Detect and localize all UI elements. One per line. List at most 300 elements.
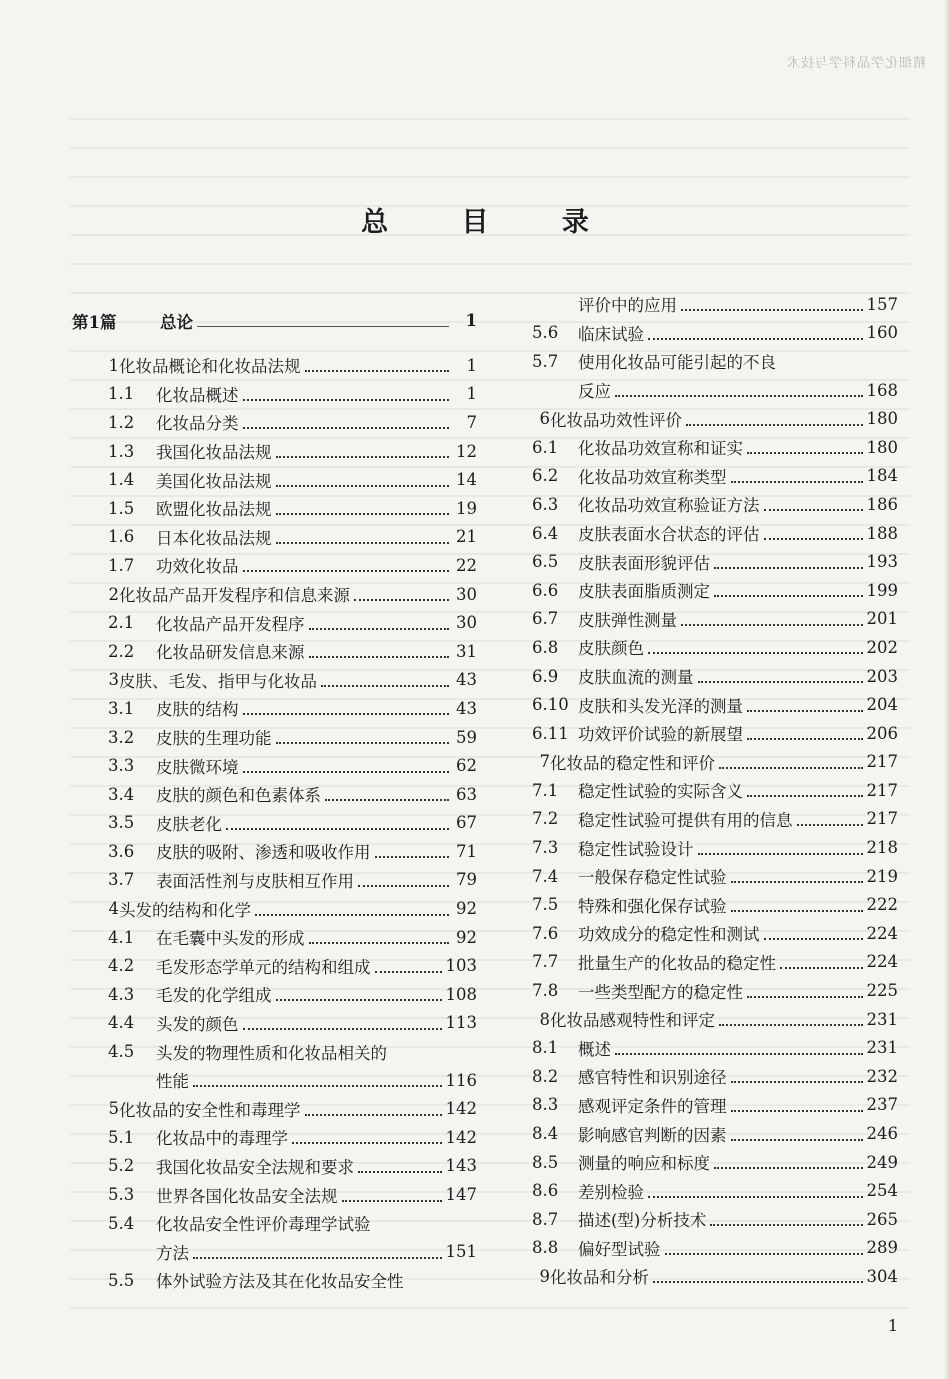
toc-entry-title: 表面活性剂与皮肤相互作用	[156, 871, 354, 891]
toc-entry-title: 化妆品和分析	[550, 1268, 649, 1288]
toc-entry-number: 3.3	[108, 756, 135, 776]
dot-leader	[354, 591, 449, 601]
toc-entry-section[interactable]	[72, 380, 477, 409]
toc-entry-page: 71	[456, 841, 477, 861]
toc-entry-chapter[interactable]	[72, 580, 477, 609]
toc-entry-page: 59	[456, 727, 477, 747]
toc-entry-title: 体外试验方法及其在化妆品安全性	[156, 1272, 404, 1292]
toc-entry-title: 化妆品产品开发程序	[156, 614, 305, 634]
toc-entry-title: 化妆品研发信息来源	[156, 643, 305, 663]
toc-entry-section[interactable]	[72, 465, 477, 494]
toc-entry-page: 184	[866, 466, 898, 486]
toc-entry-title: 皮肤微环境	[156, 757, 239, 777]
toc-entry-number: 7.1	[532, 780, 559, 800]
toc-entry-title: 化妆品的稳定性和评价	[550, 753, 715, 773]
toc-entry-number: 1.4	[108, 470, 135, 490]
dot-leader	[276, 505, 450, 515]
toc-entry-title: 影响感官判断的因素	[578, 1125, 727, 1145]
toc-entry-page: 289	[866, 1238, 898, 1258]
toc-entry-page: 63	[456, 784, 477, 804]
toc-entry-section[interactable]	[508, 833, 898, 862]
toc-entry-section[interactable]	[508, 862, 898, 891]
toc-entry-section[interactable]	[72, 980, 477, 1009]
toc-entry-title: 头发的物理性质和化妆品相关的	[156, 1043, 387, 1063]
toc-entry-section[interactable]	[508, 490, 898, 519]
toc-entry-title: 皮肤的吸附、渗透和吸收作用	[156, 843, 371, 863]
toc-entry-page: 43	[456, 670, 477, 690]
toc-entry-section[interactable]	[508, 1205, 898, 1234]
toc-entry-number: 1.2	[108, 412, 135, 432]
dot-leader	[731, 1102, 863, 1112]
toc-entry-section[interactable]	[508, 633, 898, 662]
toc-entry-number: 4.4	[108, 1013, 135, 1033]
toc-entry-section[interactable]	[508, 547, 898, 576]
toc-entry-number: 5.2	[108, 1156, 135, 1176]
toc-entry-page: 92	[456, 899, 477, 919]
dot-leader	[797, 816, 863, 826]
dot-leader	[648, 1188, 863, 1198]
toc-entry-page: 30	[456, 613, 477, 633]
toc-entry-page: 232	[866, 1066, 898, 1086]
toc-entry-number: 3.5	[108, 813, 135, 833]
toc-entry-number: 1.6	[108, 527, 135, 547]
toc-entry-section[interactable]	[72, 751, 477, 780]
toc-entry-number: 6.3	[532, 494, 559, 514]
toc-entry-number: 9	[539, 1266, 550, 1286]
dot-leader	[648, 330, 863, 340]
toc-entry-title: 化妆品功效宣称验证方法	[578, 496, 760, 516]
dot-leader	[681, 616, 863, 626]
toc-entry-title: 感观评定条件的管理	[578, 1096, 727, 1116]
toc-entry-page: 237	[866, 1095, 898, 1115]
toc-entry-part[interactable]	[72, 290, 477, 351]
dot-leader	[747, 730, 863, 740]
toc-entry-title: 稳定性试验设计	[578, 839, 694, 859]
toc-entry-number: 3.1	[108, 698, 135, 718]
toc-entry-number: 6.5	[532, 552, 559, 572]
toc-entry-section[interactable]	[72, 951, 477, 980]
dot-leader	[276, 534, 450, 544]
toc-entry-section[interactable]	[508, 1091, 898, 1120]
toc-entry-section[interactable]	[72, 408, 477, 437]
toc-entry-section[interactable]	[72, 1209, 477, 1238]
toc-entry-page: 108	[445, 984, 477, 1004]
dot-leader	[276, 734, 450, 744]
toc-entry-section[interactable]	[508, 690, 898, 719]
toc-entry-number: 7.4	[532, 866, 559, 886]
toc-entry-title: 在毛囊中头发的形成	[156, 929, 305, 949]
toc-entry-section[interactable]	[508, 576, 898, 605]
toc-entry-page: 151	[445, 1242, 477, 1262]
dot-leader	[719, 759, 863, 769]
toc-entry-page: 218	[866, 838, 898, 858]
dot-leader	[243, 419, 450, 429]
toc-entry-number: 4.1	[108, 927, 135, 947]
dot-leader	[698, 845, 863, 855]
toc-entry-chapter[interactable]	[72, 666, 477, 695]
toc-entry-section[interactable]	[72, 1037, 477, 1066]
dot-leader	[714, 587, 863, 597]
toc-entry-title: 总论	[160, 312, 193, 332]
toc-entry-title: 稳定性试验的实际含义	[578, 782, 743, 802]
toc-entry-title: 皮肤的生理功能	[156, 729, 272, 749]
dot-leader	[653, 1273, 863, 1283]
dot-leader	[764, 930, 863, 940]
toc-entry-section[interactable]	[72, 923, 477, 952]
toc-entry-section[interactable]	[72, 637, 477, 666]
toc-entry-number: 8.7	[532, 1209, 559, 1229]
dot-leader	[731, 902, 863, 912]
dot-leader	[747, 988, 863, 998]
toc-entry-number: 8.4	[532, 1124, 559, 1144]
toc-entry-page: 188	[866, 523, 898, 543]
dot-leader	[764, 501, 863, 511]
dot-leader	[615, 1045, 863, 1055]
toc-entry-cont[interactable]	[508, 376, 898, 405]
toc-entry-title: 化妆品概论和化妆品法规	[119, 357, 301, 377]
toc-entry-number: 8	[539, 1009, 550, 1029]
dot-leader	[193, 1077, 442, 1087]
toc-entry-number: 3.7	[108, 870, 135, 890]
dot-leader	[305, 362, 450, 372]
toc-entry-number: 6.8	[532, 637, 559, 657]
toc-entry-page: 103	[445, 956, 477, 976]
toc-entry-page: 31	[456, 641, 477, 661]
dot-leader	[375, 848, 450, 858]
toc-entry-title: 偏好型试验	[578, 1239, 661, 1259]
toc-entry-number: 7.5	[532, 895, 559, 915]
dot-leader	[714, 1159, 863, 1169]
toc-entry-page: 1	[465, 311, 477, 330]
toc-entry-number: 5	[108, 1099, 119, 1119]
toc-entry-title: 概述	[578, 1039, 611, 1059]
toc-entry-page: 168	[866, 380, 898, 400]
dot-leader	[321, 677, 449, 687]
toc-entry-number: 7.3	[532, 838, 559, 858]
toc-entry-section[interactable]	[508, 776, 898, 805]
toc-entry-title: 美国化妆品法规	[156, 471, 272, 491]
toc-entry-cont[interactable]	[72, 1237, 477, 1266]
dot-leader	[243, 1020, 442, 1030]
toc-entry-section[interactable]	[72, 837, 477, 866]
dot-leader	[764, 530, 863, 540]
dot-leader	[276, 477, 450, 487]
toc-entry-section[interactable]	[508, 1234, 898, 1263]
toc-entry-title: 皮肤弹性测量	[578, 610, 677, 630]
toc-entry-page: 304	[866, 1266, 898, 1286]
toc-entry-page: 180	[866, 409, 898, 429]
dot-leader	[719, 1016, 863, 1026]
toc-entry-title: 世界各国化妆品安全法规	[156, 1186, 338, 1206]
toc-entry-title: 皮肤表面脂质测定	[578, 582, 710, 602]
dot-leader	[681, 301, 863, 311]
toc-entry-chapter[interactable]	[72, 1094, 477, 1123]
dot-leader	[243, 391, 450, 401]
toc-entry-section[interactable]	[72, 694, 477, 723]
toc-entry-number: 3.6	[108, 841, 135, 861]
dot-leader	[255, 906, 449, 916]
dot-leader	[698, 673, 863, 683]
toc-entry-page: 12	[456, 441, 477, 461]
dot-leader	[615, 387, 863, 397]
toc-entry-number: 7.7	[532, 952, 559, 972]
toc-entry-number: 1.5	[108, 498, 135, 518]
toc-entry-page: 219	[866, 866, 898, 886]
toc-entry-section[interactable]	[72, 494, 477, 523]
dot-leader	[309, 934, 450, 944]
toc-entry-section[interactable]	[72, 1009, 477, 1038]
toc-entry-title: 化妆品安全性评价毒理学试验	[156, 1215, 371, 1235]
page-number: 1	[887, 1316, 898, 1335]
toc-entry-title: 皮肤的结构	[156, 700, 239, 720]
toc-entry-number: 6.11	[532, 723, 569, 743]
toc-entry-number: 2.2	[108, 641, 135, 661]
toc-entry-section[interactable]	[508, 462, 898, 491]
page-title: 总 目 录	[361, 207, 621, 238]
dot-leader	[686, 416, 863, 426]
toc-entry-section[interactable]	[508, 1033, 898, 1062]
toc-entry-section[interactable]	[508, 976, 898, 1005]
dot-leader	[780, 959, 863, 969]
toc-entry-section[interactable]	[508, 1062, 898, 1091]
dot-leader	[243, 562, 450, 572]
toc-entry-title: 皮肤老化	[156, 814, 222, 834]
toc-entry-page: 224	[866, 923, 898, 943]
toc-entry-section[interactable]	[508, 919, 898, 948]
toc-entry-number: 6.7	[532, 609, 559, 629]
toc-entry-section[interactable]	[508, 719, 898, 748]
toc-entry-section[interactable]	[508, 1176, 898, 1205]
toc-entry-section[interactable]	[508, 948, 898, 977]
dot-leader	[309, 648, 450, 658]
dot-leader	[276, 991, 442, 1001]
toc-entry-section[interactable]	[508, 1148, 898, 1177]
toc-entry-title: 一般保存稳定性试验	[578, 868, 727, 888]
dot-leader	[731, 473, 863, 483]
toc-entry-section[interactable]	[72, 809, 477, 838]
toc-entry-chapter[interactable]	[508, 404, 898, 433]
toc-entry-title: 皮肤血流的测量	[578, 668, 694, 688]
toc-entry-section[interactable]	[72, 866, 477, 895]
toc-entry-page: 142	[445, 1099, 477, 1119]
toc-entry-page: 157	[866, 294, 898, 314]
toc-entry-section[interactable]	[72, 780, 477, 809]
toc-entry-page: 43	[456, 698, 477, 718]
toc-entry-number: 5.3	[108, 1185, 135, 1205]
toc-entry-page: 206	[866, 723, 898, 743]
toc-entry-page: 231	[866, 1038, 898, 1058]
toc-entry-page: 203	[866, 666, 898, 686]
toc-entry-page: 30	[456, 584, 477, 604]
toc-entry-cont[interactable]	[508, 290, 898, 319]
dot-leader	[731, 1131, 863, 1141]
toc-entry-page: 201	[866, 609, 898, 629]
toc-entry-page: 217	[866, 809, 898, 829]
toc-entry-page: 222	[866, 895, 898, 915]
toc-entry-page: 147	[445, 1185, 477, 1205]
toc-entry-title: 批量生产的化妆品的稳定性	[578, 953, 776, 973]
toc-entry-number: 5.4	[108, 1213, 135, 1233]
toc-entry-title: 我国化妆品法规	[156, 443, 272, 463]
toc-entry-chapter[interactable]	[508, 1262, 898, 1291]
toc-entry-title: 头发的颜色	[156, 1014, 239, 1034]
dot-leader	[292, 1134, 442, 1144]
toc-entry-title: 头发的结构和化学	[119, 900, 251, 920]
toc-entry-title: 功效成分的稳定性和测试	[578, 925, 760, 945]
toc-entry-page: 143	[445, 1156, 477, 1176]
toc-entry-title: 描述(型)分析技术	[578, 1211, 707, 1231]
toc-entry-page: 217	[866, 752, 898, 772]
dot-leader	[648, 644, 863, 654]
toc-entry-page: 22	[456, 555, 477, 575]
toc-entry-number: 2	[108, 584, 119, 604]
dot-leader	[731, 1073, 863, 1083]
toc-entry-page: 160	[866, 323, 898, 343]
toc-entry-section[interactable]	[508, 662, 898, 691]
toc-entry-page: 249	[866, 1152, 898, 1172]
toc-entry-title: 功效化妆品	[156, 557, 239, 577]
toc-entry-section[interactable]	[508, 805, 898, 834]
toc-entry-number: 8.8	[532, 1238, 559, 1258]
toc-entry-section[interactable]	[508, 347, 898, 376]
toc-entry-section[interactable]	[508, 433, 898, 462]
toc-entry-title: 毛发形态学单元的结构和组成	[156, 957, 371, 977]
toc-entry-section[interactable]	[72, 723, 477, 752]
toc-entry-number: 3.4	[108, 784, 135, 804]
toc-entry-title: 化妆品分类	[156, 414, 239, 434]
toc-entry-section[interactable]	[508, 519, 898, 548]
dot-leader	[747, 787, 863, 797]
toc-entry-page: 142	[445, 1127, 477, 1147]
toc-entry-number: 5.7	[532, 351, 559, 371]
toc-entry-number: 6.1	[532, 437, 559, 457]
dot-leader	[358, 1163, 442, 1173]
dot-leader	[243, 763, 450, 773]
toc-entry-number: 3	[108, 670, 119, 690]
toc-entry-title: 化妆品功效宣称类型	[578, 467, 727, 487]
toc-entry-number: 7.6	[532, 923, 559, 943]
toc-entry-title: 化妆品产品开发程序和信息来源	[119, 586, 350, 606]
running-header: 精细化学品科学与技术	[785, 56, 926, 71]
dot-leader	[747, 702, 863, 712]
dot-leader	[375, 963, 442, 973]
toc-entry-page: 79	[456, 870, 477, 890]
toc-entry-number: 1.1	[108, 384, 135, 404]
toc-entry-number: 3.2	[108, 727, 135, 747]
dot-leader	[243, 705, 450, 715]
dot-leader	[747, 444, 863, 454]
toc-entry-section[interactable]	[508, 605, 898, 634]
toc-entry-title: 差别检验	[578, 1182, 644, 1202]
dot-leader	[309, 620, 450, 630]
dot-leader	[731, 873, 863, 883]
toc-entry-title: 皮肤、毛发、指甲与化妆品	[119, 671, 317, 691]
toc-entry-section[interactable]	[72, 1180, 477, 1209]
toc-entry-chapter[interactable]	[508, 1005, 898, 1034]
toc-entry-page: 116	[445, 1070, 477, 1090]
dot-leader	[665, 1245, 863, 1255]
toc-entry-title: 特殊和强化保存试验	[578, 896, 727, 916]
toc-entry-page: 225	[866, 981, 898, 1001]
toc-entry-section[interactable]	[508, 1119, 898, 1148]
toc-entry-page: 186	[866, 494, 898, 514]
toc-entry-number: 4.2	[108, 956, 135, 976]
toc-entry-number: 8.3	[532, 1095, 559, 1115]
toc-entry-cont[interactable]	[72, 1066, 477, 1095]
toc-entry-section[interactable]	[508, 890, 898, 919]
toc-entry-page: 217	[866, 780, 898, 800]
toc-entry-title: 测量的响应和标度	[578, 1154, 710, 1174]
toc-entry-section[interactable]	[72, 1123, 477, 1152]
toc-entry-page: 19	[456, 498, 477, 518]
toc-entry-number: 第1篇	[72, 312, 117, 332]
toc-entry-number: 6	[539, 409, 550, 429]
toc-entry-page: 113	[445, 1013, 477, 1033]
toc-entry-section[interactable]	[72, 523, 477, 552]
toc-entry-number: 6.2	[532, 466, 559, 486]
toc-entry-section[interactable]	[508, 319, 898, 348]
toc-entry-number: 6.10	[532, 695, 569, 715]
toc-entry-chapter[interactable]	[72, 894, 477, 923]
toc-entry-page: 180	[866, 437, 898, 457]
toc-entry-page: 246	[866, 1124, 898, 1144]
toc-entry-number: 5.1	[108, 1127, 135, 1147]
toc-right-column	[508, 290, 898, 1291]
toc-entry-number: 8.1	[532, 1038, 559, 1058]
toc-entry-page: 62	[456, 756, 477, 776]
toc-entry-title: 毛发的化学组成	[156, 986, 272, 1006]
toc-entry-number: 8.6	[532, 1181, 559, 1201]
toc-entry-title: 反应	[578, 382, 611, 402]
toc-entry-number: 1.3	[108, 441, 135, 461]
toc-entry-number: 1	[108, 355, 119, 375]
toc-entry-title: 皮肤表面形貌评估	[578, 553, 710, 573]
toc-entry-title: 日本化妆品法规	[156, 528, 272, 548]
toc-entry-section[interactable]	[72, 1152, 477, 1181]
toc-entry-number: 5.5	[108, 1270, 135, 1290]
toc-entry-chapter[interactable]	[72, 351, 477, 380]
toc-entry-title: 方法	[156, 1243, 189, 1263]
toc-entry-page: 224	[866, 952, 898, 972]
toc-entry-number: 4	[108, 899, 119, 919]
toc-entry-number: 6.9	[532, 666, 559, 686]
toc-entry-title: 化妆品功效宣称和证实	[578, 439, 743, 459]
toc-entry-number: 7.2	[532, 809, 559, 829]
toc-entry-chapter[interactable]	[508, 748, 898, 777]
toc-entry-title: 使用化妆品可能引起的不良	[578, 353, 776, 373]
toc-entry-section[interactable]	[72, 1266, 477, 1295]
toc-entry-number: 8.2	[532, 1066, 559, 1086]
toc-entry-page: 254	[866, 1181, 898, 1201]
toc-entry-number: 6.4	[532, 523, 559, 543]
toc-entry-section[interactable]	[72, 551, 477, 580]
toc-entry-page: 231	[866, 1009, 898, 1029]
toc-entry-number: 5.6	[532, 323, 559, 343]
toc-entry-title: 化妆品的安全性和毒理学	[119, 1100, 301, 1120]
page-edge-shadow	[944, 0, 950, 1379]
toc-entry-title: 皮肤表面水合状态的评估	[578, 525, 760, 545]
toc-entry-title: 皮肤和头发光泽的测量	[578, 696, 743, 716]
toc-entry-number: 7.8	[532, 981, 559, 1001]
toc-entry-title: 评价中的应用	[578, 296, 677, 316]
toc-entry-section[interactable]	[72, 608, 477, 637]
toc-entry-page: 92	[456, 927, 477, 947]
toc-entry-section[interactable]	[72, 437, 477, 466]
toc-entry-title: 临床试验	[578, 324, 644, 344]
toc-entry-page: 7	[466, 412, 477, 432]
toc-entry-title: 化妆品感观特性和评定	[550, 1011, 715, 1031]
toc-left-column	[72, 290, 477, 1295]
